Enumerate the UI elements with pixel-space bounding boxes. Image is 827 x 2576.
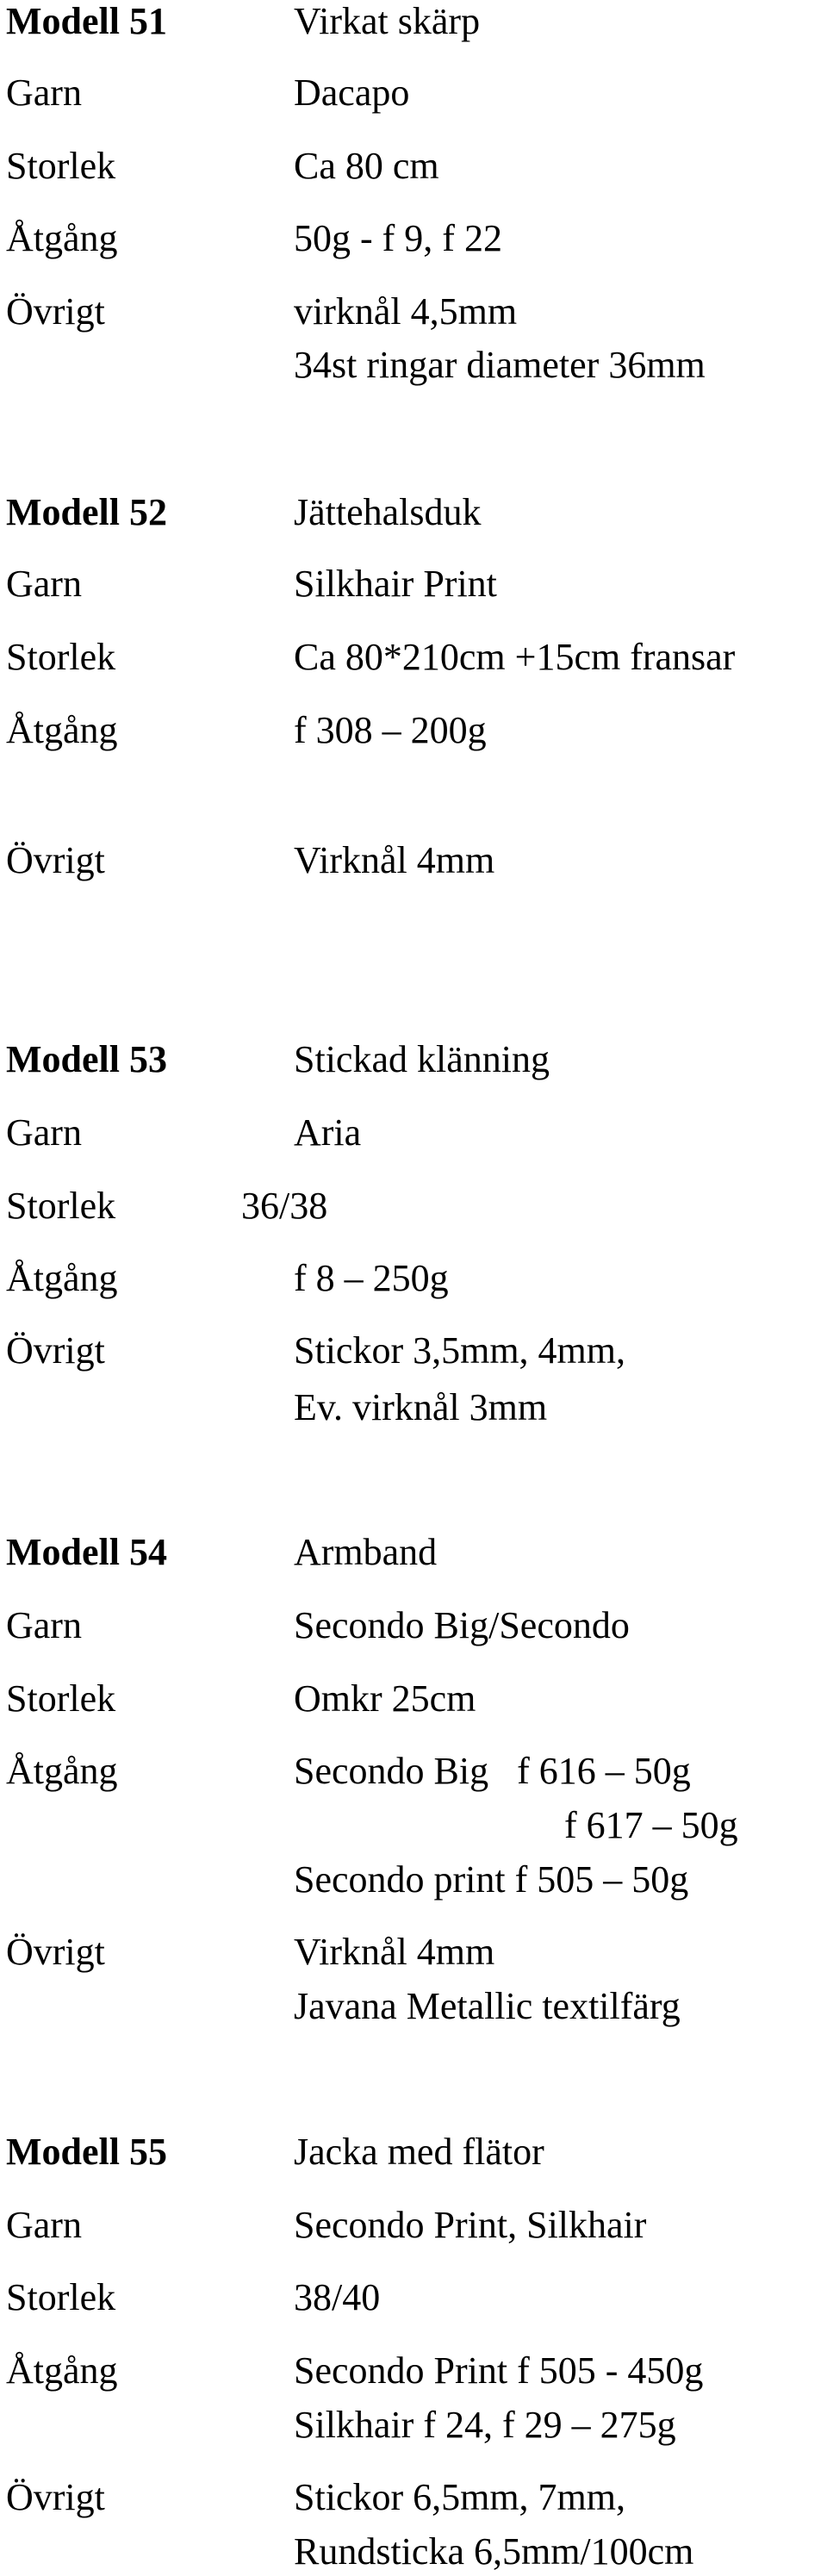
model-53-storlek-value: 36/38 (241, 1185, 328, 1227)
model-53-ovrigt-line-2: Ev. virknål 3mm (294, 1386, 548, 1428)
model-52-ovrigt-line-1: Virknål 4mm (294, 839, 495, 881)
model-52-heading: Modell 52 (6, 491, 167, 533)
model-53-atgang-value: f 8 – 250g (294, 1257, 449, 1299)
model-54-atgang-line-2: f 617 – 50g (564, 1804, 738, 1846)
model-53-ovrigt-label: Övrigt (6, 1329, 105, 1372)
model-51-garn-label: Garn (6, 72, 82, 114)
model-54-heading: Modell 54 (6, 1531, 167, 1573)
model-55-title: Jacka med flätor (294, 2131, 544, 2173)
model-54-garn-value: Secondo Big/Secondo (294, 1604, 630, 1646)
model-52-garn-label: Garn (6, 563, 82, 605)
model-54-ovrigt-line-1: Virknål 4mm (294, 1931, 495, 1973)
model-52-storlek-label: Storlek (6, 636, 116, 678)
model-51-ovrigt-line-2: 34st ringar diameter 36mm (294, 344, 706, 386)
model-51-ovrigt-label: Övrigt (6, 290, 105, 333)
model-53-garn-label: Garn (6, 1111, 82, 1154)
model-55-ovrigt-line-2: Rundsticka 6,5mm/100cm (294, 2530, 694, 2573)
model-54-garn-label: Garn (6, 1604, 82, 1646)
model-55-ovrigt-label: Övrigt (6, 2476, 105, 2518)
model-53-garn-value: Aria (294, 1111, 362, 1154)
model-53-ovrigt-line-1: Stickor 3,5mm, 4mm, (294, 1329, 625, 1372)
model-54-storlek-value: Omkr 25cm (294, 1677, 476, 1720)
model-53-atgang-label: Åtgång (6, 1257, 118, 1299)
model-55-garn-value: Secondo Print, Silkhair (294, 2204, 647, 2246)
model-52-title: Jättehalsduk (294, 491, 482, 533)
model-55-atgang-line-2: Silkhair f 24, f 29 – 275g (294, 2404, 676, 2446)
model-54-ovrigt-label: Övrigt (6, 1931, 105, 1973)
model-55-atgang-line-1: Secondo Print f 505 - 450g (294, 2349, 704, 2392)
model-54-atgang-line-3: Secondo print f 505 – 50g (294, 1858, 689, 1901)
model-55-heading: Modell 55 (6, 2131, 167, 2173)
model-51-storlek-label: Storlek (6, 145, 116, 187)
model-52-ovrigt-label: Övrigt (6, 839, 105, 881)
model-52-atgang-value: f 308 – 200g (294, 709, 487, 751)
model-51-title: Virkat skärp (294, 0, 481, 42)
model-53-storlek-label: Storlek (6, 1185, 116, 1227)
model-51-garn-value: Dacapo (294, 72, 410, 114)
model-52-atgang-label: Åtgång (6, 709, 118, 751)
model-55-garn-label: Garn (6, 2204, 82, 2246)
model-55-atgang-label: Åtgång (6, 2349, 118, 2392)
model-51-ovrigt-line-1: virknål 4,5mm (294, 290, 518, 333)
model-53-heading: Modell 53 (6, 1038, 167, 1080)
model-54-atgang-label: Åtgång (6, 1750, 118, 1792)
model-55-ovrigt-line-1: Stickor 6,5mm, 7mm, (294, 2476, 625, 2518)
model-55-storlek-label: Storlek (6, 2276, 116, 2318)
model-54-atgang-line-1: Secondo Big f 616 – 50g (294, 1750, 691, 1792)
model-52-garn-value: Silkhair Print (294, 563, 497, 605)
model-55-storlek-value: 38/40 (294, 2276, 381, 2318)
model-51-atgang-label: Åtgång (6, 217, 118, 259)
model-51-atgang-value: 50g - f 9, f 22 (294, 217, 502, 259)
model-54-ovrigt-line-2: Javana Metallic textilfärg (294, 1985, 681, 2027)
model-51-heading: Modell 51 (6, 0, 167, 42)
model-54-storlek-label: Storlek (6, 1677, 116, 1720)
model-54-title: Armband (294, 1531, 438, 1573)
model-53-title: Stickad klänning (294, 1038, 550, 1080)
model-52-storlek-value: Ca 80*210cm +15cm fransar (294, 636, 736, 678)
model-51-storlek-value: Ca 80 cm (294, 145, 439, 187)
